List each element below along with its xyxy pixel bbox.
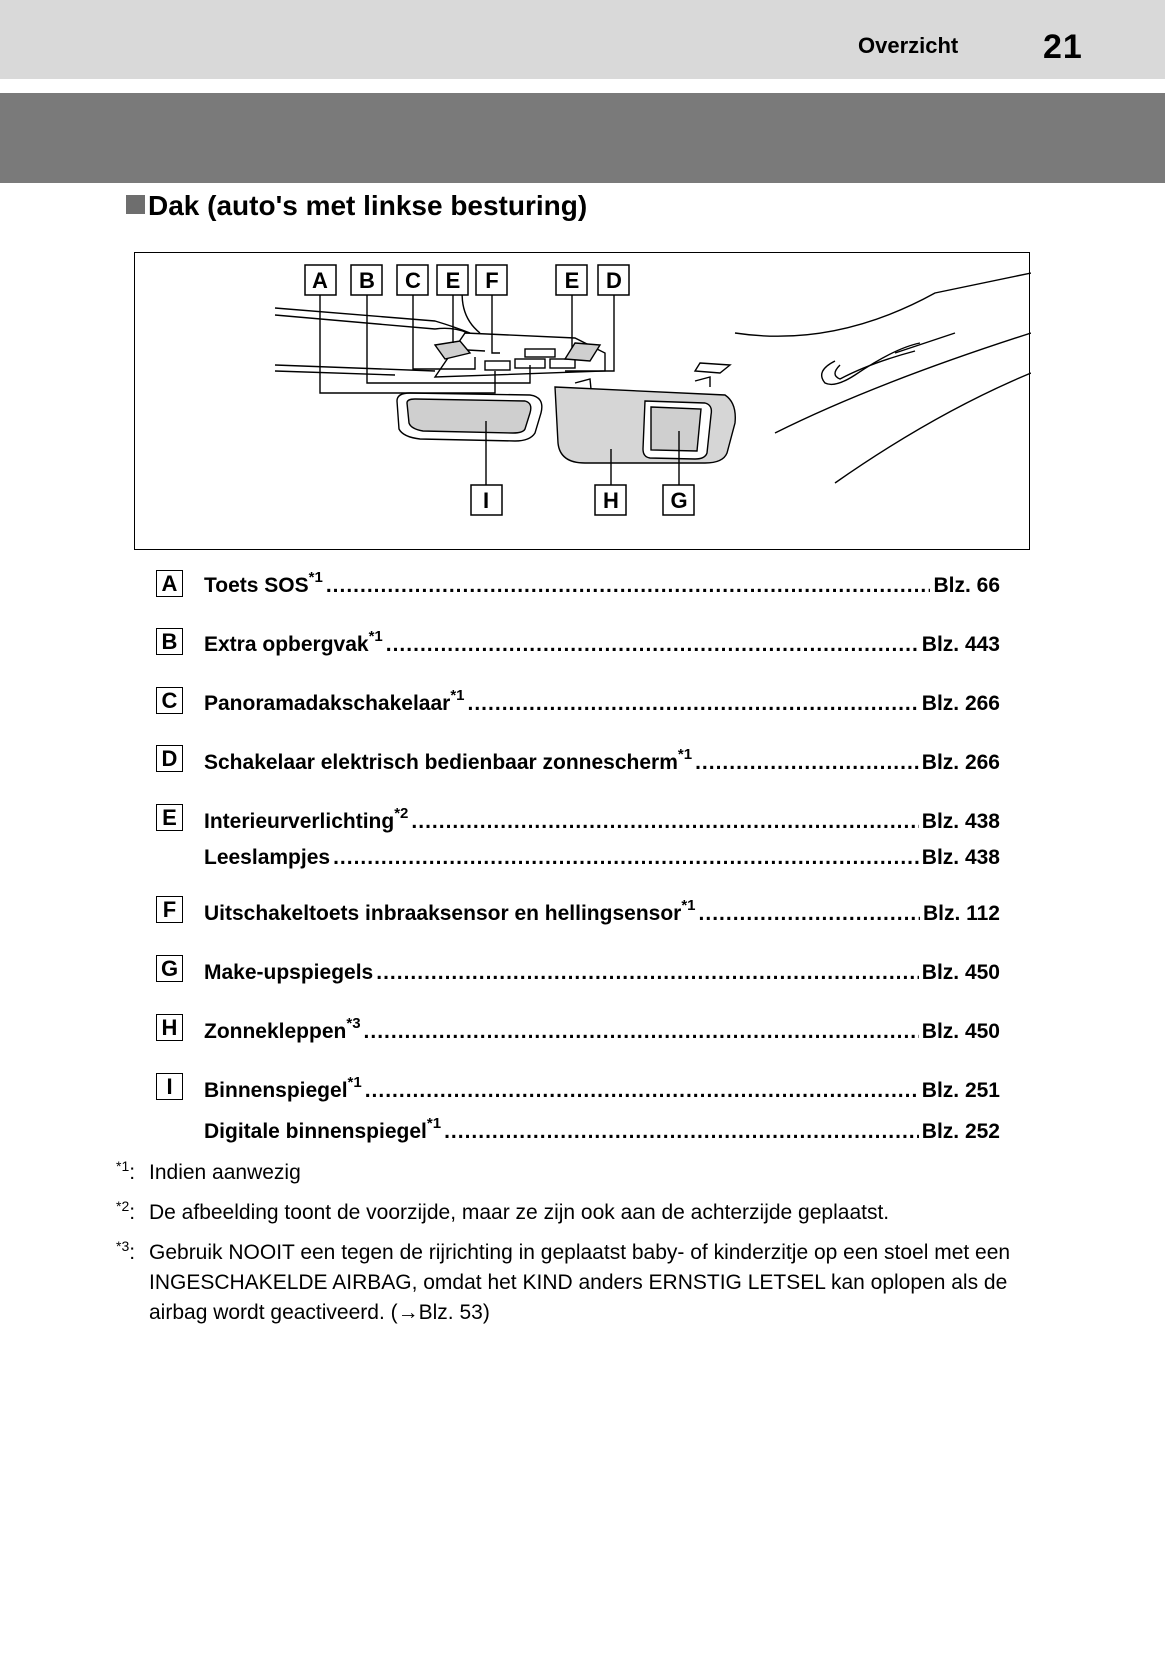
item-label: Leeslampjes — [204, 846, 331, 869]
letter-box: H — [156, 1014, 183, 1041]
footnote-text: Indien aanwezig — [149, 1161, 301, 1184]
page-ref: Blz. 443 — [921, 633, 1000, 656]
leader-dots — [376, 961, 919, 985]
section-title: Overzicht — [858, 33, 959, 58]
footnote — [116, 1198, 1046, 1228]
list-item — [204, 627, 1000, 657]
chapter-band — [0, 93, 1165, 183]
letter-box: E — [156, 804, 183, 831]
square-bullet-icon — [126, 195, 145, 214]
letter-box: D — [156, 745, 183, 772]
callout-g — [663, 485, 694, 515]
list-item — [204, 840, 1000, 870]
leader-dots — [468, 692, 919, 716]
page-ref: Blz. 438 — [921, 810, 1000, 833]
item-label: Zonnekleppen$^{*3}$ — [204, 1015, 361, 1043]
leader-dots — [365, 1079, 919, 1103]
callout-e-2 — [556, 265, 587, 295]
callout-f — [476, 265, 507, 295]
callout-b — [351, 265, 382, 295]
callout-e — [437, 265, 468, 295]
letter-box: C — [156, 687, 183, 714]
page-ref: Blz. 66 — [933, 574, 1000, 597]
page-ref: Blz. 251 — [921, 1079, 1000, 1102]
leader-dots — [333, 846, 919, 870]
item-label: Interieurverlichting$^{*2}$ — [204, 805, 409, 833]
svg-text:E: E — [445, 268, 461, 293]
svg-text:A: A — [312, 268, 328, 293]
list-item — [204, 804, 1000, 834]
svg-text:I: I — [482, 488, 490, 513]
callout-i — [471, 485, 502, 515]
list-item — [204, 686, 1000, 716]
item-label: Uitschakeltoets inbraaksensor en hellingsensor$^{*1}$ — [204, 897, 696, 925]
callout-h — [595, 485, 626, 515]
svg-text:F: F — [485, 268, 499, 293]
list-item — [204, 1114, 1000, 1144]
list-item — [204, 1073, 1000, 1103]
leader-dots — [444, 1120, 919, 1144]
svg-text:E: E — [564, 268, 580, 293]
footnote-marker: $^{*2}$: — [116, 1198, 136, 1224]
footnote-text: De afbeelding toont de voorzijde, maar ze zijn ook aan de achterzijde geplaatst. — [149, 1201, 890, 1224]
list-item — [204, 745, 1000, 775]
footnote-marker: $^{*1}$: — [116, 1158, 136, 1184]
leader-dots — [326, 574, 931, 598]
footnote-marker: $^{*3}$: — [116, 1238, 136, 1264]
page-ref: Blz. 438 — [921, 846, 1000, 869]
svg-text:G: G — [670, 488, 688, 513]
page-ref: Blz. 450 — [921, 961, 1000, 984]
svg-text:C: C — [405, 268, 421, 293]
item-label: Schakelaar elektrisch bedienbaar zonnescherm$^{*1}$ — [204, 746, 693, 774]
callout-d — [598, 265, 629, 295]
roof-diagram — [135, 253, 1031, 551]
page-ref: Blz. 266 — [921, 692, 1000, 715]
list-item — [204, 1014, 1000, 1044]
callout-a — [305, 265, 336, 295]
header-band — [0, 0, 1165, 79]
list-item — [204, 896, 1000, 926]
svg-text:B: B — [359, 268, 375, 293]
item-label: Panoramadakschakelaar$^{*1}$ — [204, 687, 465, 715]
leader-dots — [386, 633, 919, 657]
letter-box: F — [156, 896, 183, 923]
item-label: Binnenspiegel$^{*1}$ — [204, 1074, 362, 1102]
page-ref: Blz. 252 — [921, 1120, 1000, 1143]
page-ref: Blz. 112 — [922, 902, 1000, 925]
roof-illustration — [134, 252, 1030, 550]
letter-box: I — [156, 1073, 183, 1100]
item-label: Extra opbergvak$^{*1}$ — [204, 628, 383, 656]
letter-box: A — [156, 570, 183, 597]
svg-text:D: D — [606, 268, 622, 293]
letter-box: G — [156, 955, 183, 982]
callout-c — [397, 265, 428, 295]
leader-dots — [411, 810, 918, 834]
footnote — [116, 1158, 1046, 1188]
letter-box: B — [156, 628, 183, 655]
page-ref: Blz. 450 — [921, 1020, 1000, 1043]
list-item — [204, 568, 1000, 598]
footnote — [116, 1238, 1046, 1328]
section-heading — [126, 190, 587, 222]
list-item — [204, 955, 1000, 985]
item-label: Make-upspiegels — [204, 961, 374, 984]
svg-text:H: H — [603, 488, 619, 513]
footnote-text: Gebruik NOOIT een tegen de rijrichting in geplaatst baby- of kinderzitje op een stoel met een INGESCHAKELDE AIRBAG, omdat het KIND anders ERNSTIG LETSEL kan oplopen als de airbag wordt geactiveerd. (→Blz. 53) — [149, 1241, 1011, 1324]
page-number: 21 — [1043, 28, 1083, 66]
item-label: Digitale binnenspiegel$^{*1}$ — [204, 1115, 442, 1143]
leader-dots — [699, 902, 920, 926]
leader-dots — [695, 751, 919, 775]
item-label: Toets SOS$^{*1}$ — [204, 569, 323, 597]
leader-dots — [364, 1020, 919, 1044]
page-ref: Blz. 266 — [921, 751, 1000, 774]
section-heading-text: Dak (auto's met linkse besturing) — [148, 190, 588, 221]
